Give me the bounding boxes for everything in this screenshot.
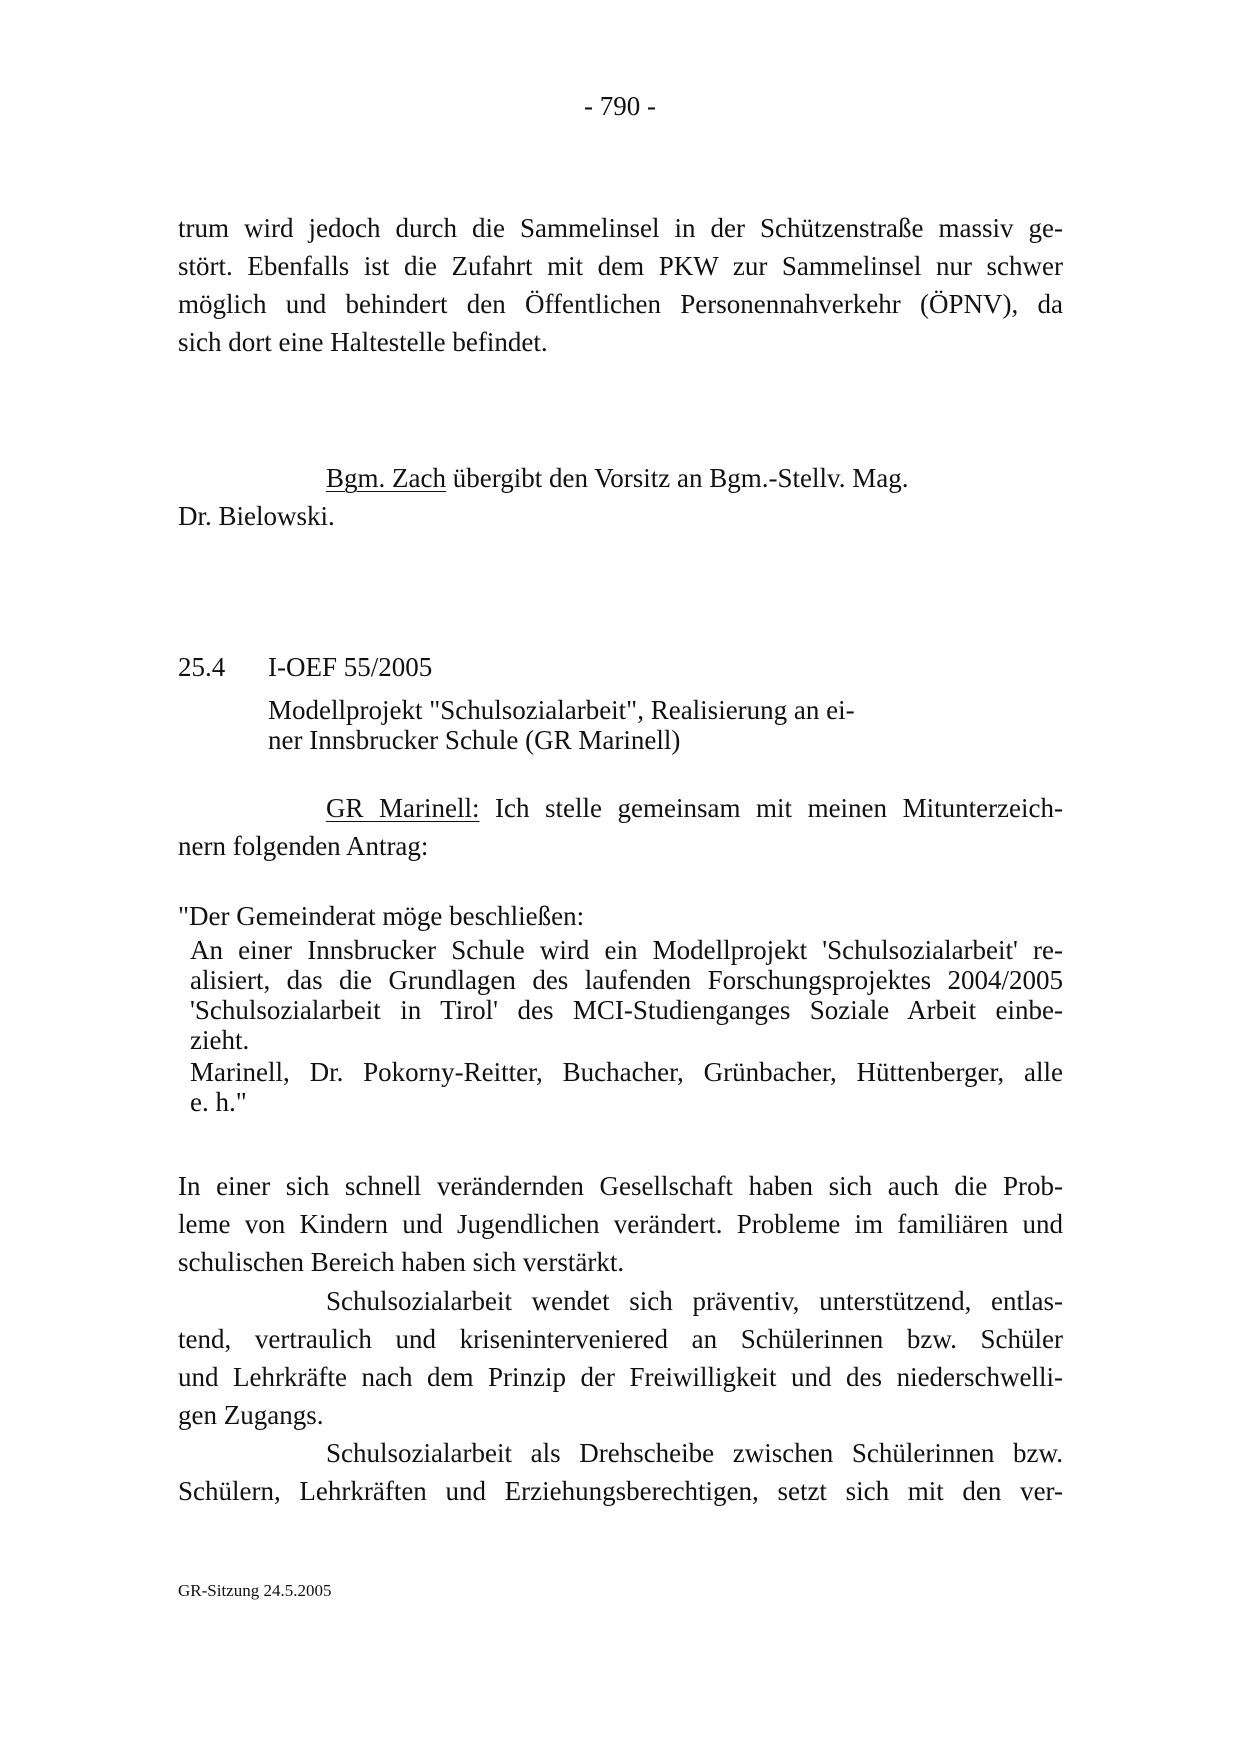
text-line: ner Innsbrucker Schule (GR Marinell)	[268, 725, 681, 755]
handover-text: übergibt den Vorsitz an Bgm.-Stellv. Mag.	[445, 463, 909, 493]
text-line: möglich und behindert den Öffentlichen Personennahverkehr (ÖPNV), da	[178, 289, 1063, 319]
text-line: An einer Innsbrucker Schule wird ein Modellprojekt 'Schulsozialarbeit' re-	[190, 935, 1063, 965]
intro-paragraph	[178, 209, 1063, 361]
text-line: sich dort eine Haltestelle befindet.	[178, 327, 548, 357]
text-line	[178, 789, 1063, 827]
page-number: - 790 -	[584, 91, 656, 121]
text-line: Marinell, Dr. Pokorny-Reitter, Buchacher, Grünbacher, Hüttenberger, alle	[190, 1057, 1063, 1087]
agenda-item-reference: I-OEF 55/2005	[268, 652, 433, 682]
rationale-paragraph-1	[178, 1167, 1063, 1281]
motion-intro-text: Ich stelle gemeinsam mit meinen Mitunterzeich-	[479, 793, 1064, 823]
text-line	[178, 459, 1063, 497]
motion-intro	[178, 789, 1063, 865]
text-line: alisiert, das die Grundlagen des laufenden Forschungsprojektes 2004/2005	[190, 965, 1063, 995]
footer-session-date: GR-Sitzung 24.5.2005	[178, 1581, 332, 1600]
text-line: stört. Ebenfalls ist die Zufahrt mit dem PKW zur Sammelinsel nur schwer	[178, 251, 1063, 281]
speaker-name: Bgm. Zach	[326, 463, 446, 493]
agenda-item-title	[268, 695, 908, 755]
chair-handover	[178, 459, 1063, 535]
speaker-name: GR Marinell:	[326, 793, 480, 823]
motion-body	[190, 935, 1063, 1055]
rationale-paragraph-2	[178, 1282, 1063, 1434]
text-line: Schülern, Lehrkräften und Erziehungsberechtigen, setzt sich mit den ver-	[178, 1476, 1063, 1506]
text-line: leme von Kindern und Jugendlichen verändert. Probleme im familiären und	[178, 1209, 1063, 1239]
text-line: zieht.	[190, 1025, 250, 1055]
text-line: Modellprojekt "Schulsozialarbeit", Realisierung an ei-	[268, 695, 855, 725]
motion-signatories	[190, 1057, 1063, 1117]
agenda-item-number: 25.4	[178, 652, 226, 682]
text-line: gen Zugangs.	[178, 1400, 324, 1430]
text-line: und Lehrkräfte nach dem Prinzip der Freiwilligkeit und des niederschwelli-	[178, 1362, 1063, 1392]
text-line: Schulsozialarbeit wendet sich präventiv, unterstützend, entlas-	[326, 1286, 1063, 1316]
motion-heading: "Der Gemeinderat möge beschließen:	[178, 901, 585, 931]
text-line: schulischen Bereich haben sich verstärkt.	[178, 1247, 625, 1277]
text-line: nern folgenden Antrag:	[178, 831, 429, 861]
text-line: Dr. Bielowski.	[178, 501, 335, 531]
text-line: 'Schulsozialarbeit in Tirol' des MCI-Studienganges Soziale Arbeit einbe-	[190, 995, 1063, 1025]
text-line: Schulsozialarbeit als Drehscheibe zwischen Schülerinnen bzw.	[326, 1438, 1063, 1468]
text-line: tend, vertraulich und kriseninterveniered an Schülerinnen bzw. Schüler	[178, 1324, 1063, 1354]
rationale-paragraph-3	[178, 1434, 1063, 1510]
text-line: trum wird jedoch durch die Sammelinsel in der Schützenstraße massiv ge-	[178, 213, 1063, 243]
text-line: e. h."	[190, 1087, 247, 1117]
text-line: In einer sich schnell verändernden Gesellschaft haben sich auch die Prob-	[178, 1171, 1063, 1201]
